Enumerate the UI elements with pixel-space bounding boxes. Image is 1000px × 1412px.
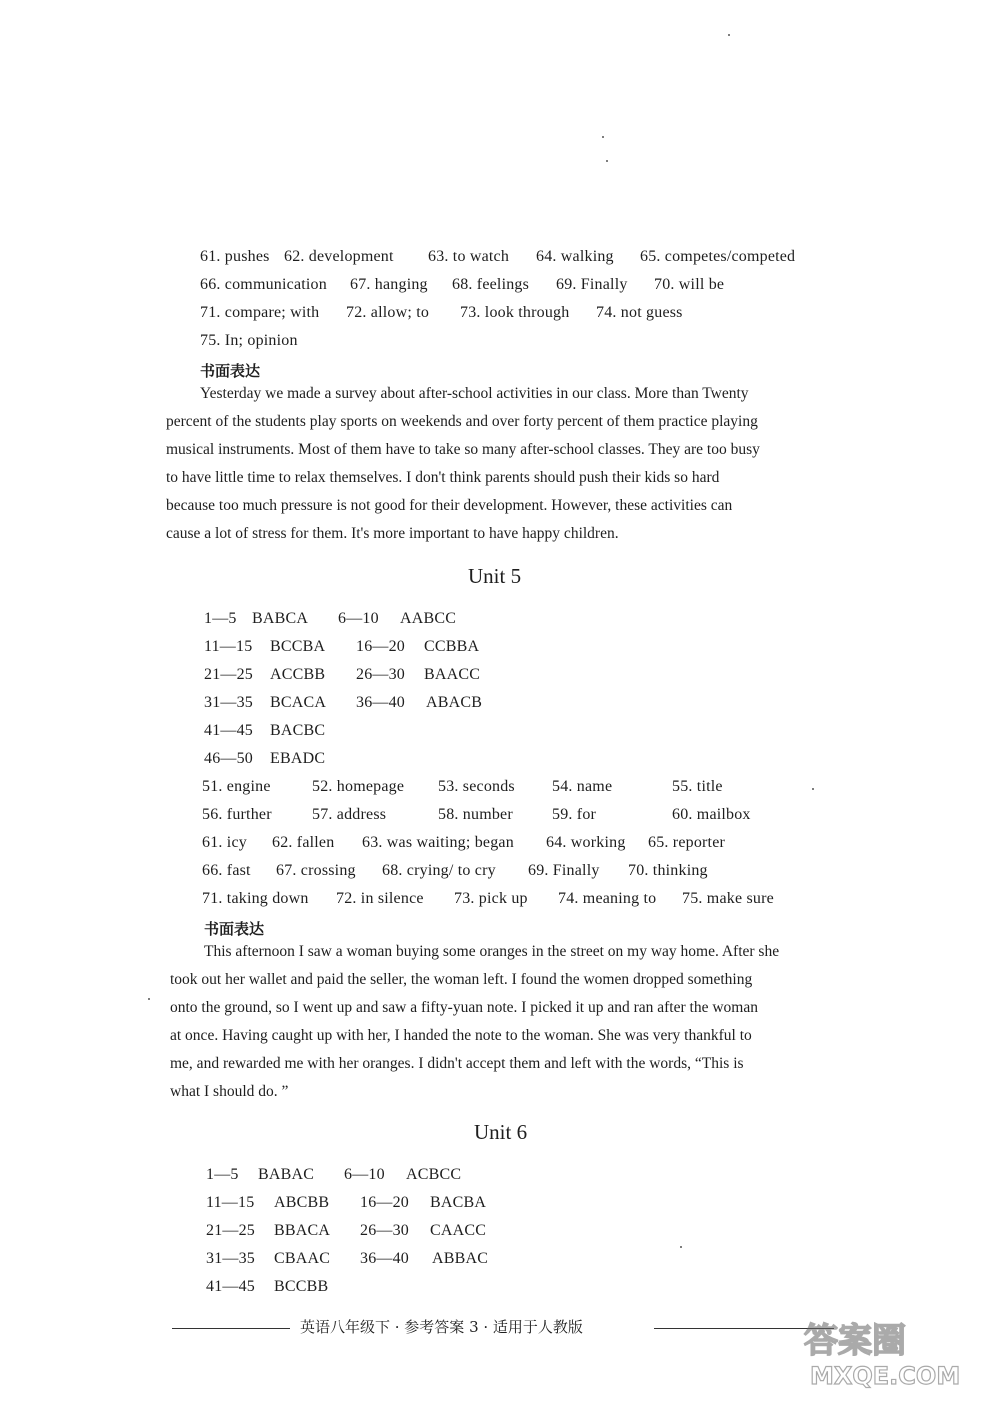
footer-caption: 英语八年级下 · 参考答案 3 · 适用于人教版	[300, 1318, 583, 1336]
choice-answers: BBACA	[274, 1222, 331, 1239]
range-label: 41—45	[204, 722, 253, 739]
choice-answers: CCBBA	[424, 638, 480, 655]
answer-item: 57. address	[312, 806, 387, 823]
answer-item: 66. fast	[202, 862, 251, 879]
answer-item: 72. allow; to	[346, 304, 430, 321]
choice-answers: BAACC	[424, 666, 481, 683]
passage-line: onto the ground, so I went up and saw a fifty-yuan note. I picked it up and ran after the woman	[170, 999, 758, 1016]
range-label: 31—35	[204, 694, 253, 711]
range-label: 6—10	[338, 610, 379, 627]
choice-answers: ABCBB	[274, 1194, 330, 1211]
answer-item: 73. pick up	[454, 890, 528, 907]
answer-item: 64. working	[546, 834, 626, 851]
range-label: 6—10	[344, 1166, 385, 1183]
answer-item: 71. taking down	[202, 890, 309, 907]
answer-item: 69. Finally	[556, 276, 628, 293]
writing-heading: 书面表达	[200, 362, 261, 380]
passage-line: because too much pressure is not good for their development. However, these activities can	[166, 497, 733, 514]
answer-item: 56. further	[202, 806, 272, 823]
choice-answers: BABAC	[258, 1166, 315, 1183]
choice-answers: CAACC	[430, 1222, 487, 1239]
answer-item: 70. will be	[654, 276, 725, 293]
scan-speck	[602, 136, 604, 138]
choice-answers: EBADC	[270, 750, 326, 767]
writing-passage	[166, 380, 760, 548]
answer-item: 73. look through	[460, 304, 570, 321]
answer-item: 65. reporter	[648, 834, 726, 851]
range-label: 36—40	[360, 1250, 409, 1267]
choice-answers: BACBA	[430, 1194, 487, 1211]
answer-item: 63. to watch	[428, 248, 510, 265]
range-label: 1—5	[204, 610, 237, 627]
range-label: 46—50	[204, 750, 253, 767]
answer-item: 64. walking	[536, 248, 614, 265]
range-label: 21—25	[204, 666, 253, 683]
passage-line: This afternoon I saw a woman buying some oranges in the street on my way home. After she	[204, 943, 780, 960]
answer-item: 61. pushes	[200, 248, 270, 265]
range-label: 16—20	[356, 638, 405, 655]
answer-item: 62. fallen	[272, 834, 335, 851]
scan-speck	[728, 34, 730, 36]
answer-item: 54. name	[552, 778, 613, 795]
unit6-title: Unit 6	[474, 1120, 528, 1144]
passage-line: at once. Having caught up with her, I handed the note to the woman. She was very thankful to	[170, 1027, 752, 1044]
answer-item: 60. mailbox	[672, 806, 751, 823]
scan-speck	[680, 1246, 682, 1248]
range-label: 11—15	[204, 638, 253, 655]
answer-item: 63. was waiting; began	[362, 834, 514, 851]
writing-passage	[170, 938, 779, 1106]
answer-item: 66. communication	[200, 276, 327, 293]
watermark-logo-text: 答案圈	[804, 1321, 906, 1361]
choice-answers: ACCBB	[270, 666, 326, 683]
choice-answers: BCACA	[270, 694, 327, 711]
passage-line: took out her wallet and paid the seller, the woman left. I found the women dropped something	[170, 971, 753, 988]
answer-item: 62. development	[284, 248, 394, 265]
answer-item: 68. feelings	[452, 276, 530, 293]
passage-line: percent of the students play sports on weekends and over forty percent of them practice playing	[166, 413, 758, 430]
answer-item: 71. compare; with	[200, 304, 320, 321]
choice-answers: ABACB	[426, 694, 483, 711]
answer-item: 65. competes/competed	[640, 248, 796, 265]
passage-line: cause a lot of stress for them. It's more important to have happy children.	[166, 525, 619, 542]
answer-item: 75. In; opinion	[200, 332, 298, 349]
answer-item: 59. for	[552, 806, 597, 823]
choice-answers: ABBAC	[432, 1250, 489, 1267]
answer-item: 61. icy	[202, 834, 247, 851]
scan-speck	[606, 160, 608, 162]
answer-item: 75. make sure	[682, 890, 774, 907]
answer-item: 72. in silence	[336, 890, 424, 907]
watermark-graphic	[792, 1312, 982, 1394]
range-label: 31—35	[206, 1250, 255, 1267]
passage-line: to have little time to relax themselves. I don't think parents should push their kids so hard	[166, 469, 720, 486]
answer-item: 52. homepage	[312, 778, 405, 795]
choice-answers: AABCC	[400, 610, 457, 627]
answer-item: 55. title	[672, 778, 723, 795]
range-label: 16—20	[360, 1194, 409, 1211]
scan-speck	[812, 788, 814, 790]
answer-item: 67. hanging	[350, 276, 428, 293]
range-label: 26—30	[360, 1222, 409, 1239]
passage-line: Yesterday we made a survey about after-school activities in our class. More than Twenty	[200, 385, 749, 402]
answer-item: 67. crossing	[276, 862, 356, 879]
choice-answers: CBAAC	[274, 1250, 331, 1267]
passage-line: me, and rewarded me with her oranges. I didn't accept them and left with the words, “This is	[170, 1055, 744, 1072]
unit5-title: Unit 5	[468, 564, 522, 588]
answer-item: 70. thinking	[628, 862, 708, 879]
answer-item: 51. engine	[202, 778, 271, 795]
range-label: 41—45	[206, 1278, 255, 1295]
choice-answers: BACBC	[270, 722, 326, 739]
scan-speck	[148, 998, 150, 1000]
passage-line: what I should do. ”	[170, 1083, 289, 1100]
passage-line: musical instruments. Most of them have to take so many after-school classes. They are too busy	[166, 441, 760, 458]
footer-rule-left	[172, 1328, 290, 1329]
choice-answers: BABCA	[252, 610, 309, 627]
answer-item: 53. seconds	[438, 778, 515, 795]
watermark-logo	[792, 1312, 982, 1394]
choice-answers: ACBCC	[406, 1166, 462, 1183]
answer-item: 74. not guess	[596, 304, 683, 321]
answer-item: 68. crying/ to cry	[382, 862, 496, 879]
range-label: 21—25	[206, 1222, 255, 1239]
range-label: 1—5	[206, 1166, 239, 1183]
choice-answers: BCCBA	[270, 638, 326, 655]
range-label: 26—30	[356, 666, 405, 683]
range-label: 36—40	[356, 694, 405, 711]
answer-item: 74. meaning to	[558, 890, 657, 907]
answer-item: 58. number	[438, 806, 513, 823]
answer-item: 69. Finally	[528, 862, 600, 879]
choice-answers: BCCBB	[274, 1278, 329, 1295]
writing-heading: 书面表达	[204, 920, 265, 938]
watermark-url: MXQE.COM	[810, 1362, 961, 1390]
range-label: 11—15	[206, 1194, 255, 1211]
